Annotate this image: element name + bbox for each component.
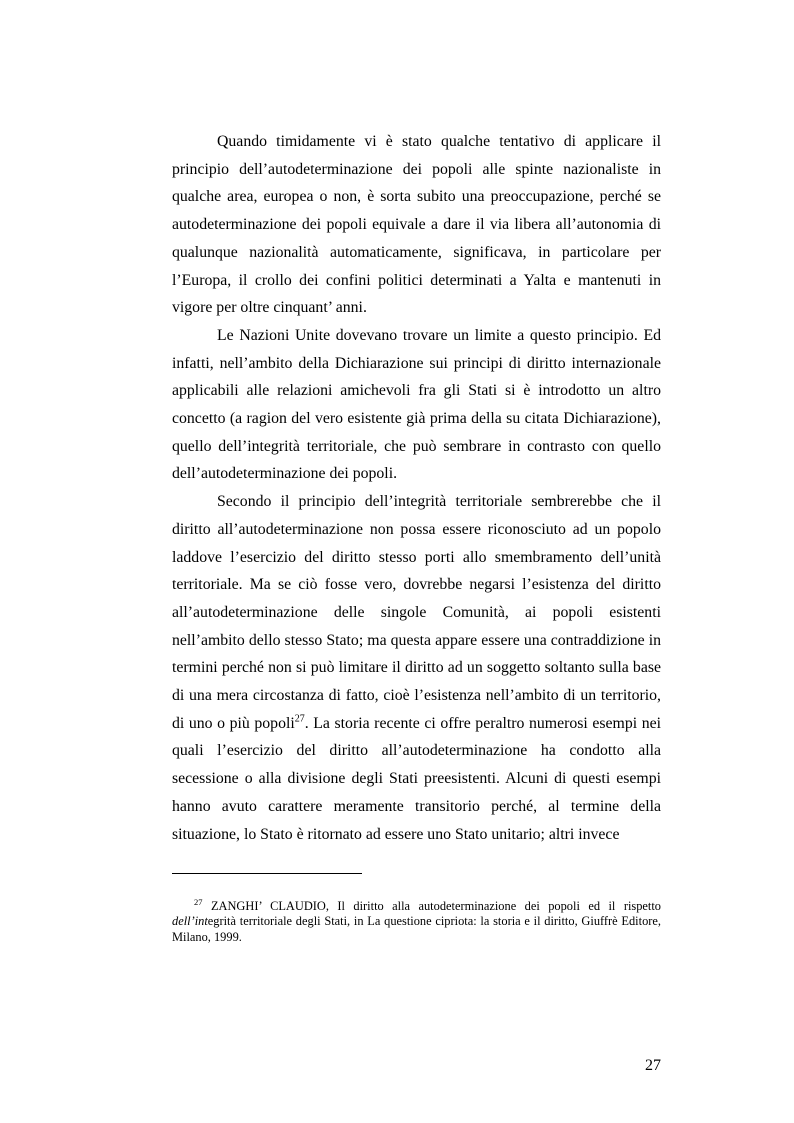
paragraph-3 — [172, 488, 661, 848]
paragraph-3-text-before-ref: Secondo il principio dell’integrità territoriale sembrerebbe che il diritto all’autodeterminazione non possa essere riconosciuto ad un popolo laddove l’esercizio del diritto stesso porti allo smembramento dell’unità territoriale. Ma se ciò fosse vero, dovrebbe negarsi l’esistenza del diritto all’autodeterminazione delle singole Comunità, ai popoli esistenti nell’ambito dello stesso Stato; ma questa appare essere una contraddizione in termini perché non si può limitare il diritto ad un soggetto soltanto sulla base di una mera circostanza di fatto, cioè l’esistenza nell’ambito di un territorio, di uno o più popoli — [172, 493, 661, 732]
footnote-text-italic: dell’int — [172, 914, 208, 929]
footnote — [172, 896, 661, 945]
footnote-reference[interactable]: 27 — [294, 713, 305, 725]
footnote-text-start: ZANGHI’ CLAUDIO, Il diritto alla autodeterminazione dei popoli ed il rispetto — [210, 899, 661, 913]
footnote-text-end: egrità territoriale degli Stati, in La questione cipriota: la storia e il diritto, Giuffrè Editore, Milano, 1999. — [172, 914, 661, 944]
footnote-separator — [172, 873, 362, 874]
page-number: 27 — [645, 1057, 661, 1074]
footnote-number: 27 — [194, 896, 203, 907]
paragraph-1: Quando timidamente vi è stato qualche tentativo di applicare il principio dell’autodeterminazione dei popoli alle spinte nazionaliste in qualche area, europea o non, è sorta subito una preoccupazione, perché se autodeterminazione dei popoli equivale a dare il via libera all’autonomia di qualunque nazionalità automaticamente, significava, in particolare per l’Europa, il crollo dei confini politici determinati a Yalta e mantenuti in vigore per oltre cinquant’ anni. — [172, 133, 661, 317]
body-text — [172, 128, 661, 848]
paragraph-2: Le Nazioni Unite dovevano trovare un limite a questo principio. Ed infatti, nell’ambito della Dichiarazione sui principi di diritto internazionale applicabili alle relazioni amichevoli fra gli Stati si è introdotto un altro concetto (a ragion del vero esistente già prima della su citata Dichiarazione), quello dell’integrità territoriale, che può sembrare in contrasto con quello dell’autodeterminazione dei popoli. — [172, 326, 661, 483]
paragraph-3-text-after-ref: . La storia recente ci offre peraltro numerosi esempi nei quali l’esercizio del diritto all’autodeterminazione ha condotto alla secessione o alla divisione degli Stati preesistenti. Alcuni di questi esempi hanno avuto carattere meramente transitorio perché, al termine della situazione, lo Stato è ritornato ad essere uno Stato unitario; altri invece — [172, 714, 661, 843]
